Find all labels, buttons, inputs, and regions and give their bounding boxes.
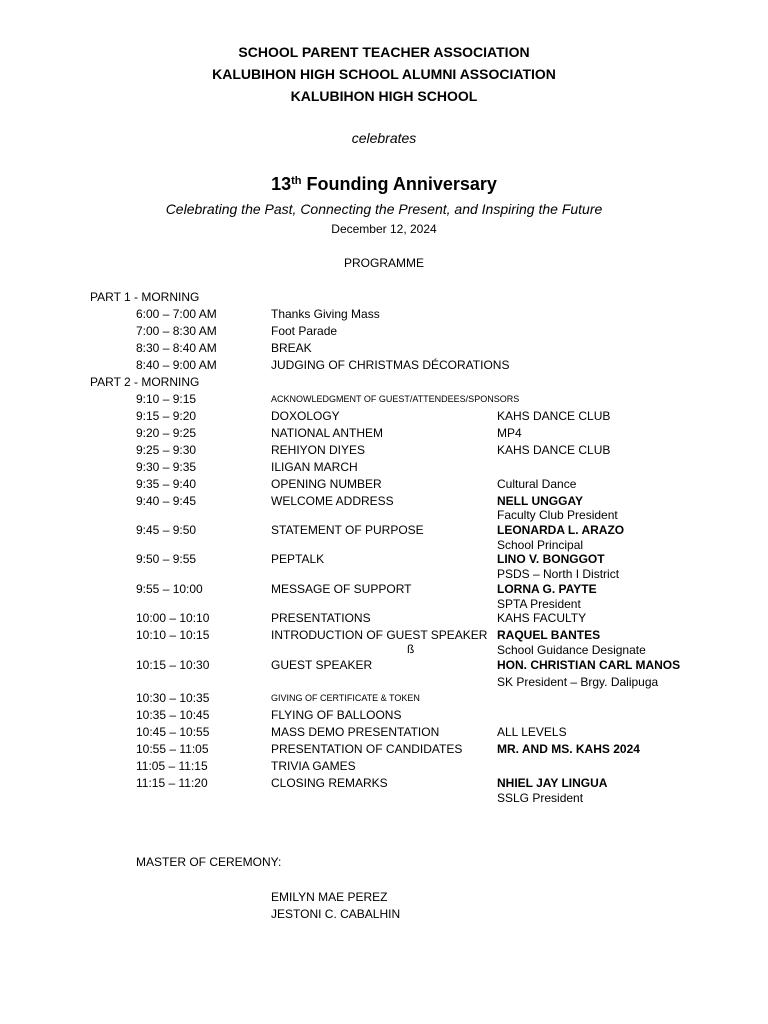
program-row bbox=[0, 306, 768, 323]
presenter-role: School Principal bbox=[497, 538, 584, 552]
program-row bbox=[0, 357, 768, 374]
item-activity: BREAK bbox=[271, 341, 312, 355]
item-activity: WELCOME ADDRESS bbox=[271, 494, 394, 508]
celebrates-text: celebrates bbox=[351, 130, 417, 146]
program-row bbox=[0, 442, 768, 459]
item-activity: OPENING NUMBER bbox=[271, 477, 382, 491]
emcee-name: JESTONI C. CABALHIN bbox=[271, 907, 401, 921]
item-time: 6:00 – 7:00 AM bbox=[136, 307, 217, 321]
item-activity: MESSAGE OF SUPPORT bbox=[271, 582, 412, 596]
item-activity: TRIVIA GAMES bbox=[271, 759, 356, 773]
item-presenter: MP4 bbox=[497, 426, 522, 440]
stray-glyph: ß bbox=[407, 642, 415, 656]
item-time: 7:00 – 8:30 AM bbox=[136, 324, 217, 338]
item-presenter: KAHS FACULTY bbox=[497, 611, 587, 625]
item-activity: MASS DEMO PRESENTATION bbox=[271, 725, 440, 739]
title-rest: Founding Anniversary bbox=[301, 174, 497, 194]
event-date: December 12, 2024 bbox=[331, 222, 437, 236]
item-time: 10:55 – 11:05 bbox=[136, 742, 209, 756]
program-row bbox=[0, 657, 768, 674]
item-activity: ACKNOWLEDGMENT OF GUEST/ATTENDEES/SPONSORS bbox=[271, 394, 520, 404]
item-time: 8:40 – 9:00 AM bbox=[136, 358, 217, 372]
program-row bbox=[0, 581, 768, 598]
item-activity: PRESENTATIONS bbox=[271, 611, 371, 625]
item-time: 10:00 – 10:10 bbox=[136, 611, 210, 625]
item-activity: PRESENTATION OF CANDIDATES bbox=[271, 742, 463, 756]
emcee-label: MASTER OF CEREMONY: bbox=[136, 855, 282, 869]
item-activity: Foot Parade bbox=[271, 324, 338, 338]
item-time: 9:40 – 9:45 bbox=[136, 494, 197, 508]
item-time: 10:15 – 10:30 bbox=[136, 658, 210, 672]
item-activity: CLOSING REMARKS bbox=[271, 776, 388, 790]
program-row bbox=[0, 758, 768, 775]
item-presenter: NELL UNGGAY bbox=[497, 494, 584, 508]
item-activity: PEPTALK bbox=[271, 552, 325, 566]
item-activity: JUDGING OF CHRISTMAS DÉCORATIONS bbox=[271, 358, 510, 372]
item-activity: DOXOLOGY bbox=[271, 409, 340, 423]
program-row bbox=[0, 476, 768, 493]
emcee-name: EMILYN MAE PEREZ bbox=[271, 890, 388, 904]
item-presenter: HON. CHRISTIAN CARL MANOS bbox=[497, 658, 681, 672]
item-time: 9:10 – 9:15 bbox=[136, 392, 197, 406]
org-line-3: KALUBIHON HIGH SCHOOL bbox=[290, 88, 478, 104]
item-time: 9:20 – 9:25 bbox=[136, 426, 197, 440]
part-1-label: PART 1 - MORNING bbox=[90, 290, 200, 304]
program-row bbox=[0, 493, 768, 510]
program-row bbox=[0, 340, 768, 357]
program-row bbox=[0, 775, 768, 792]
item-time: 11:05 – 11:15 bbox=[136, 759, 208, 773]
program-row bbox=[0, 522, 768, 539]
program-row bbox=[0, 551, 768, 568]
item-time: 8:30 – 8:40 AM bbox=[136, 341, 217, 355]
item-presenter: KAHS DANCE CLUB bbox=[497, 443, 611, 457]
part-2-label-row bbox=[0, 374, 768, 391]
program-row bbox=[0, 724, 768, 741]
item-activity: STATEMENT OF PURPOSE bbox=[271, 523, 424, 537]
program-row bbox=[0, 627, 768, 644]
program-row bbox=[0, 408, 768, 425]
item-time: 10:45 – 10:55 bbox=[136, 725, 210, 739]
item-activity: GIVING OF CERTIFICATE & TOKEN bbox=[271, 693, 420, 703]
presenter-role: PSDS – North I District bbox=[497, 567, 620, 581]
org-line-2: KALUBIHON HIGH SCHOOL ALUMNI ASSOCIATION bbox=[212, 66, 556, 82]
item-activity: FLYING OF BALLOONS bbox=[271, 708, 402, 722]
item-time: 9:15 – 9:20 bbox=[136, 409, 197, 423]
program-row bbox=[0, 690, 768, 707]
program-row bbox=[0, 391, 768, 408]
presenter-role: Faculty Club President bbox=[497, 508, 618, 522]
title-suffix: th bbox=[291, 175, 302, 187]
presenter-role: SK President – Brgy. Dalipuga bbox=[497, 675, 659, 689]
item-presenter: RAQUEL BANTES bbox=[497, 628, 601, 642]
item-presenter: LORNA G. PAYTE bbox=[497, 582, 597, 596]
item-time: 9:35 – 9:40 bbox=[136, 477, 197, 491]
item-presenter: LEONARDA L. ARAZO bbox=[497, 523, 625, 537]
part-2-label: PART 2 - MORNING bbox=[90, 375, 200, 389]
org-line-1: SCHOOL PARENT TEACHER ASSOCIATION bbox=[238, 44, 530, 60]
item-activity: REHIYON DIYES bbox=[271, 443, 366, 457]
item-activity: NATIONAL ANTHEM bbox=[271, 426, 384, 440]
item-activity: ILIGAN MARCH bbox=[271, 460, 358, 474]
item-time: 10:30 – 10:35 bbox=[136, 691, 210, 705]
programme-heading: PROGRAMME bbox=[343, 256, 424, 270]
item-presenter: Cultural Dance bbox=[497, 477, 577, 491]
item-time: 9:30 – 9:35 bbox=[136, 460, 197, 474]
item-presenter: ALL LEVELS bbox=[497, 725, 567, 739]
item-time: 10:35 – 10:45 bbox=[136, 708, 210, 722]
item-activity: INTRODUCTION OF GUEST SPEAKER bbox=[271, 628, 488, 642]
program-row bbox=[0, 707, 768, 724]
item-presenter: LINO V. BONGGOT bbox=[497, 552, 605, 566]
item-presenter: NHIEL JAY LINGUA bbox=[497, 776, 608, 790]
item-presenter: MR. AND MS. KAHS 2024 bbox=[497, 742, 640, 756]
program-row bbox=[0, 610, 768, 627]
presenter-role: SPTA President bbox=[497, 597, 581, 611]
item-activity: Thanks Giving Mass bbox=[271, 307, 380, 321]
item-time: 9:55 – 10:00 bbox=[136, 582, 203, 596]
theme-text: Celebrating the Past, Connecting the Present, and Inspiring the Future bbox=[165, 201, 603, 217]
item-time: 9:25 – 9:30 bbox=[136, 443, 197, 457]
program-row bbox=[0, 459, 768, 476]
program-row bbox=[0, 741, 768, 758]
item-time: 10:10 – 10:15 bbox=[136, 628, 210, 642]
presenter-role: School Guidance Designate bbox=[497, 643, 646, 657]
item-time: 9:50 – 9:55 bbox=[136, 552, 197, 566]
item-time: 11:15 – 11:20 bbox=[136, 776, 208, 790]
item-activity: GUEST SPEAKER bbox=[271, 658, 373, 672]
item-time: 9:45 – 9:50 bbox=[136, 523, 197, 537]
item-presenter: KAHS DANCE CLUB bbox=[497, 409, 611, 423]
program-row bbox=[0, 323, 768, 340]
program-row bbox=[0, 425, 768, 442]
page-title bbox=[0, 174, 768, 195]
title-number: 13 bbox=[271, 174, 292, 194]
presenter-role: SSLG President bbox=[497, 791, 584, 805]
part-1-label-row bbox=[0, 289, 768, 306]
